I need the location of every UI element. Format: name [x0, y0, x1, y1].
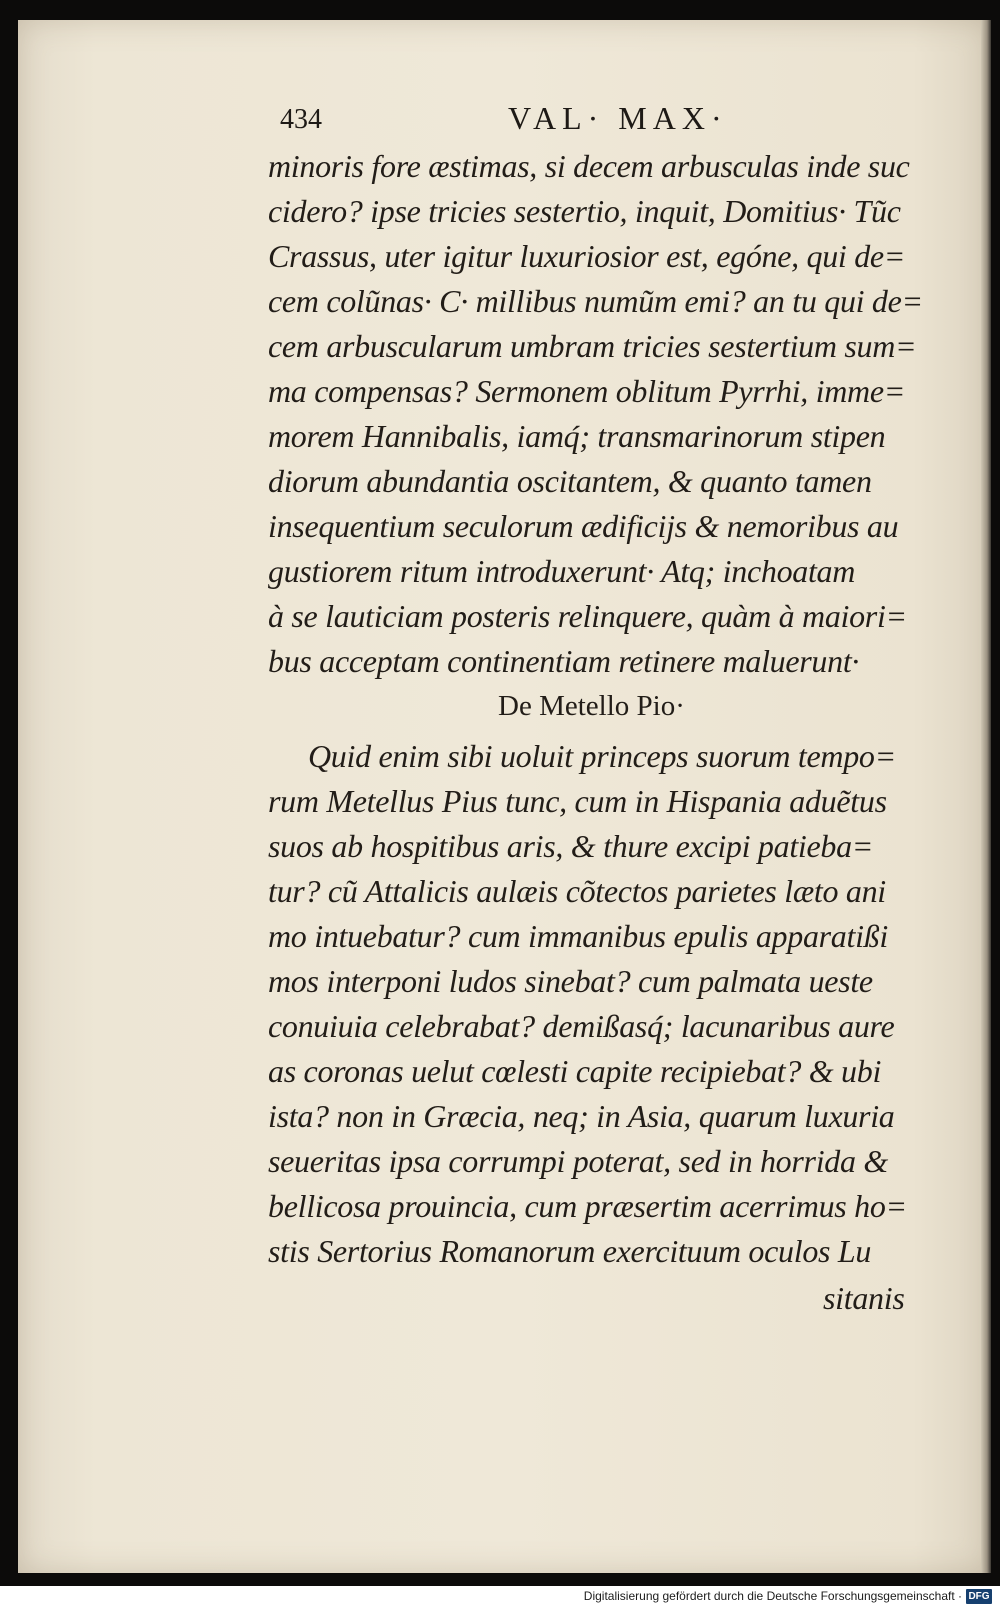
- text-line: seueritas ipsa corrumpi poterat, sed in horrida &: [268, 1143, 888, 1179]
- text-line: minoris fore æstimas, si decem arbusculas inde suc: [268, 148, 910, 184]
- text-line: rum Metellus Pius tunc, cum in Hispania aduẽtus: [268, 783, 887, 819]
- text-line: Crassus, uter igitur luxuriosior est, egóne, qui de=: [268, 238, 906, 274]
- text-line: as coronas uelut cœlesti capite recipiebat? & ubi: [268, 1053, 882, 1089]
- text-line: morem Hannibalis, iamq́; transmarinorum stipen: [268, 418, 886, 454]
- running-head: [268, 92, 788, 142]
- text-line: bellicosa prouincia, cum præsertim acerrimus ho=: [268, 1188, 907, 1224]
- section-heading: De Metello Pio·: [498, 690, 685, 722]
- text-line: insequentium seculorum ædificijs & nemoribus au: [268, 508, 899, 544]
- catchword: sitanis: [823, 1280, 905, 1316]
- text-line: ista? non in Græcia, neq; in Asia, quarum luxuria: [268, 1098, 895, 1134]
- running-title: VAL· MAX·: [508, 100, 728, 136]
- text-line: cem arbuscularum umbram tricies sestertium sum=: [268, 328, 917, 364]
- text-line: Quid enim sibi uoluit princeps suorum tempo=: [308, 738, 896, 774]
- text-line: suos ab hospitibus aris, & thure excipi patieba=: [268, 828, 874, 864]
- page-edge: [981, 20, 991, 1573]
- funding-credit: Digitalisierung gefördert durch die Deutsche Forschungsgemeinschaft ·: [583, 1589, 962, 1603]
- text-line: gustiorem ritum introduxerunt· Atq; inchoatam: [268, 553, 856, 589]
- text-line: conuiuia celebrabat? demißasq́; lacunaribus aure: [268, 1008, 895, 1044]
- page-number: 434: [280, 104, 322, 135]
- text-line: tur? cũ Attalicis aulæis cõtectos parietes læto ani: [268, 873, 886, 909]
- text-line: à se lauticiam posteris relinquere, quàm à maiori=: [268, 598, 907, 634]
- dfg-logo: DFG: [966, 1589, 992, 1604]
- text-line: mo intuebatur? cum immanibus epulis apparatißi: [268, 918, 888, 954]
- footer-strip: [0, 1586, 1000, 1608]
- text-line: cidero? ipse tricies sestertio, inquit, Domitius· Tũc: [268, 193, 901, 229]
- text-line: cem colũnas· C· millibus numũm emi? an tu qui de=: [268, 283, 923, 319]
- text-line: ma compensas? Sermonem oblitum Pyrrhi, imme=: [268, 373, 906, 409]
- text-line: mos interponi ludos sinebat? cum palmata ueste: [268, 963, 873, 999]
- text-line: bus acceptam continentiam retinere maluerunt·: [268, 643, 860, 679]
- text-block: [268, 148, 968, 1358]
- text-line: stis Sertorius Romanorum exercituum oculos Lu: [268, 1233, 872, 1269]
- text-line: diorum abundantia oscitantem, & quanto tamen: [268, 463, 872, 499]
- book-page: [18, 20, 991, 1573]
